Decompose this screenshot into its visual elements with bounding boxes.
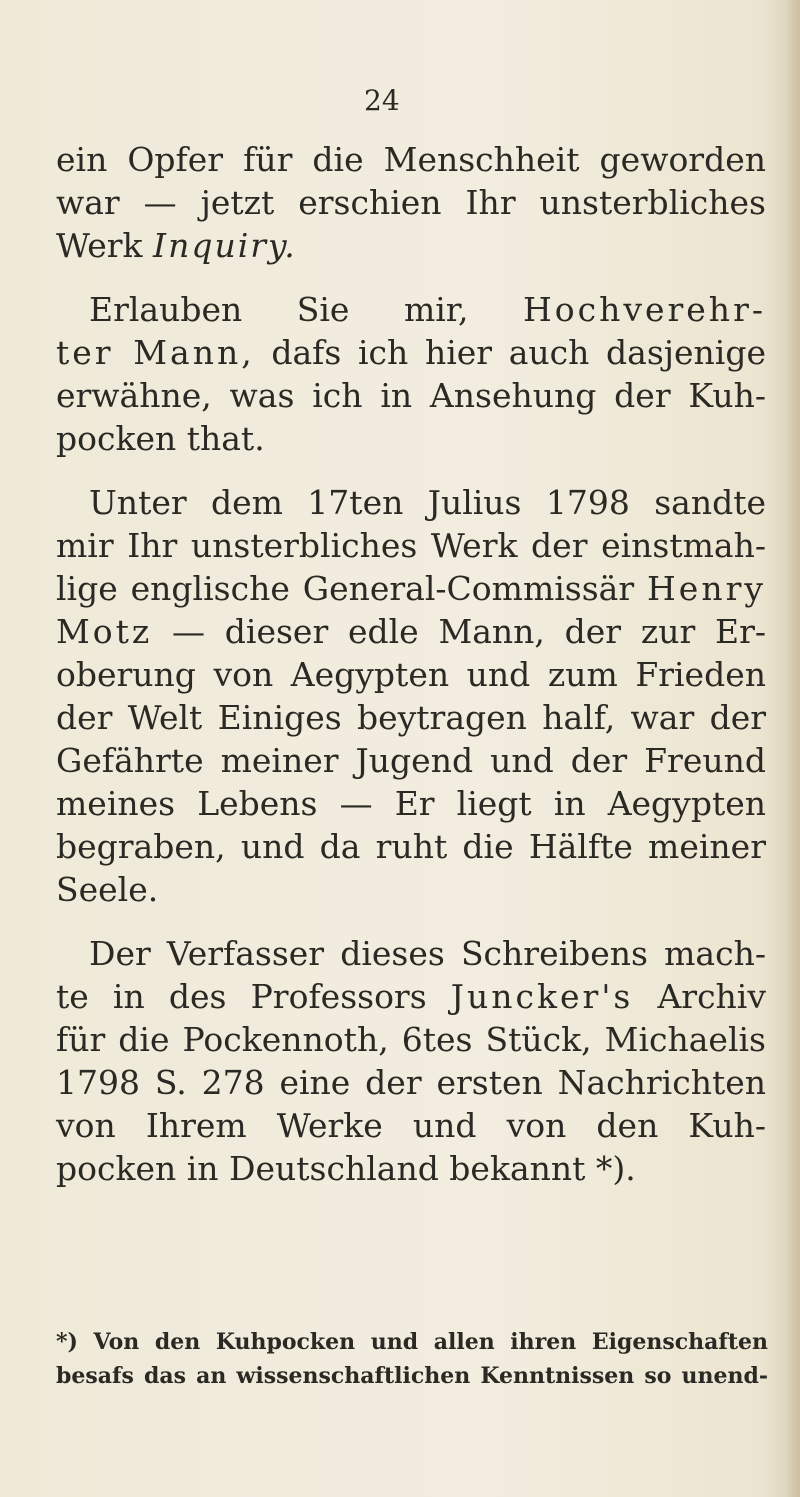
emphasis-ter-mann: ter Mann,: [56, 333, 255, 372]
text-line: meines Lebens — Er liegt in Aegypten: [56, 784, 766, 823]
text-run: Der Verfasser dieses Schreibens mach-: [89, 934, 766, 973]
text-run: Erlauben Sie mir,: [89, 290, 523, 329]
text-line: für die Pockennoth, 6tes Stück, Michaelis: [56, 1020, 766, 1059]
book-title-inquiry: Inquiry.: [153, 226, 297, 265]
text-line: [56, 481, 766, 524]
text-run: — dieser edle Mann, der zur Er-: [152, 612, 766, 651]
text-run: dafs ich hier auch dasjenige: [254, 333, 767, 372]
text-line: [56, 610, 766, 653]
text-line: der Welt Einiges beytragen half, war der: [56, 698, 766, 737]
text-line: [56, 331, 766, 374]
text-line: [56, 567, 766, 610]
body-text: [56, 138, 766, 1190]
text-line: begraben, und da ruht die Hälfte meiner: [56, 827, 766, 866]
text-line: [56, 975, 766, 1018]
text-line: [56, 224, 766, 267]
name-juncker: Juncker's: [450, 977, 634, 1016]
page-edge-shadow: [786, 0, 800, 1497]
footnote-line: besafs das an wissenschaftlichen Kenntnissen so unend-: [56, 1363, 768, 1389]
text-line: erwähne, was ich in Ansehung der Kuh-: [56, 376, 766, 415]
text-line: ein Opfer für die Menschheit geworden: [56, 140, 766, 179]
text-line: mir Ihr unsterbliches Werk der einstmah-: [56, 526, 766, 565]
text-run: Archiv: [633, 977, 767, 1016]
text-line: war — jetzt erschien Ihr unsterbliches: [56, 183, 766, 222]
text-line: von Ihrem Werke und von den Kuh-: [56, 1106, 766, 1145]
text-line: [56, 932, 766, 975]
footnote-line: *) Von den Kuhpocken und allen ihren Eigenschaften: [56, 1329, 768, 1355]
emphasis-hochverehr: Hochverehr-: [522, 290, 766, 329]
text-line: Gefährte meiner Jugend und der Freund: [56, 741, 766, 780]
text-run: lige englische General-Commissär: [56, 569, 648, 608]
name-motz: Motz: [56, 612, 153, 651]
text-run: te in des Professors: [56, 977, 451, 1016]
text-run: Unter dem 17ten Julius 1798 sandte: [89, 483, 766, 522]
text-line: oberung von Aegypten und zum Frieden: [56, 655, 766, 694]
page-number: 24: [364, 84, 400, 117]
text-line: pocken in Deutschland bekannt *).: [56, 1149, 636, 1188]
text-run: Werk: [56, 226, 154, 265]
text-line: [56, 288, 766, 331]
text-line: Seele.: [56, 870, 159, 909]
text-line: pocken that.: [56, 419, 265, 458]
footnote: [56, 1325, 768, 1393]
name-henry: Henry: [647, 569, 766, 608]
text-line: 1798 S. 278 eine der ersten Nachrichten: [56, 1063, 766, 1102]
